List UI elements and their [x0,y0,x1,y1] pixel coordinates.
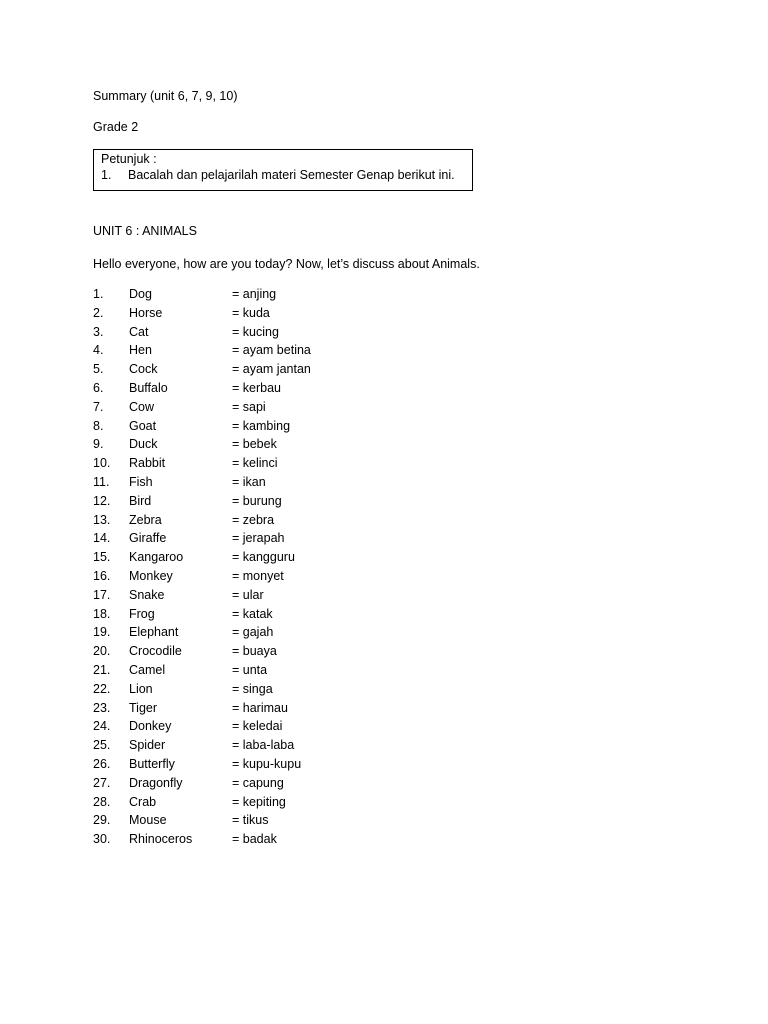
vocab-english-word: Crocodile [129,644,182,659]
vocab-english-word: Buffalo [129,380,168,395]
vocab-indonesian-translation: = zebra [232,512,275,527]
vocab-english-word: Giraffe [129,531,167,546]
vocab-english-word: Elephant [129,625,179,640]
vocab-indonesian-translation: = laba-laba [232,738,295,753]
list-item [93,323,413,342]
vocab-number: 18. [93,606,111,621]
vocab-number: 25. [93,738,111,753]
vocab-indonesian-translation: = jerapah [232,531,285,546]
vocab-number: 2. [93,305,104,320]
list-item [93,811,413,830]
list-item [93,642,413,661]
list-item [93,341,413,360]
vocab-english-word: Spider [129,738,166,753]
vocab-english-word: Cock [129,362,158,377]
vocab-number: 10. [93,456,111,471]
list-item [93,793,413,812]
vocab-indonesian-translation: = buaya [232,644,277,659]
vocab-english-word: Lion [129,681,153,696]
vocab-indonesian-translation: = kupu-kupu [232,756,302,771]
vocab-number: 1. [93,287,104,301]
vocab-english-word: Dragonfly [129,775,183,790]
document-title: Summary (unit 6, 7, 9, 10) [93,89,238,103]
vocab-english-word: Cow [129,399,155,414]
vocab-number: 15. [93,550,111,565]
unit-heading: UNIT 6 : ANIMALS [93,224,197,238]
vocab-indonesian-translation: = bebek [232,437,277,452]
grade-label: Grade 2 [93,120,139,134]
list-item [93,473,413,492]
vocab-english-word: Camel [129,662,166,677]
list-item [93,435,413,454]
list-item [93,774,413,793]
list-item [93,360,413,379]
vocab-indonesian-translation: = kerbau [232,380,281,395]
vocab-number: 28. [93,794,111,809]
vocab-english-word: Hen [129,343,152,358]
vocabulary-list [93,285,413,849]
vocab-number: 21. [93,662,111,677]
vocab-english-word: Cat [129,324,149,339]
list-item [93,605,413,624]
vocab-english-word: Duck [129,437,158,452]
vocab-english-word: Snake [129,587,165,602]
list-item [93,830,413,849]
instruction-text: Bacalah dan pelajarilah materi Semester Genap berikut ini. [128,168,455,182]
vocab-number: 30. [93,832,111,847]
vocab-english-word: Rhinoceros [129,832,193,847]
vocab-indonesian-translation: = badak [232,832,277,847]
vocab-indonesian-translation: = ular [232,587,264,602]
vocab-english-word: Horse [129,305,163,320]
vocab-number: 17. [93,587,111,602]
instruction-box [93,149,473,191]
vocab-english-word: Rabbit [129,456,166,471]
vocab-indonesian-translation: = ayam jantan [232,362,311,377]
vocab-number: 8. [93,418,104,433]
vocab-number: 14. [93,531,111,546]
vocab-indonesian-translation: = capung [232,775,284,790]
instruction-number: 1. [101,168,112,182]
vocab-number: 9. [93,437,104,452]
vocab-number: 29. [93,813,111,828]
unit-intro: Hello everyone, how are you today? Now, let’s discuss about Animals. [93,257,480,271]
vocab-number: 22. [93,681,111,696]
vocab-number: 3. [93,324,104,339]
list-item [93,661,413,680]
vocab-number: 19. [93,625,111,640]
vocab-indonesian-translation: = gajah [232,625,274,640]
vocab-indonesian-translation: = kangguru [232,550,295,565]
vocab-indonesian-translation: = katak [232,606,273,621]
list-item [93,755,413,774]
vocab-english-word: Mouse [129,813,167,828]
vocab-indonesian-translation: = ikan [232,474,266,489]
vocab-indonesian-translation: = anjing [232,287,277,301]
list-item [93,285,413,304]
vocab-number: 12. [93,493,111,508]
list-item [93,417,413,436]
list-item [93,511,413,530]
vocab-english-word: Crab [129,794,157,809]
vocab-indonesian-translation: = kepiting [232,794,286,809]
list-item [93,717,413,736]
vocab-english-word: Fish [129,474,153,489]
vocab-number: 16. [93,568,111,583]
list-item [93,454,413,473]
vocab-english-word: Monkey [129,568,173,583]
vocab-number: 7. [93,399,104,414]
list-item [93,567,413,586]
vocab-indonesian-translation: = singa [232,681,273,696]
list-item [93,680,413,699]
list-item [93,699,413,718]
list-item [93,304,413,323]
vocab-english-word: Goat [129,418,157,433]
vocab-english-word: Frog [129,606,155,621]
vocab-indonesian-translation: = monyet [232,568,284,583]
vocab-number: 24. [93,719,111,734]
list-item [93,398,413,417]
vocab-english-word: Kangaroo [129,550,184,565]
vocab-indonesian-translation: = kuda [232,305,270,320]
vocab-english-word: Dog [129,287,152,301]
vocab-number: 4. [93,343,104,358]
list-item [93,548,413,567]
list-item [93,492,413,511]
list-item [93,623,413,642]
vocab-english-word: Butterfly [129,756,175,771]
vocab-number: 6. [93,380,104,395]
vocab-english-word: Donkey [129,719,172,734]
vocab-indonesian-translation: = unta [232,662,268,677]
vocab-indonesian-translation: = burung [232,493,282,508]
instruction-heading: Petunjuk : [101,152,157,166]
vocab-indonesian-translation: = sapi [232,399,266,414]
vocab-english-word: Zebra [129,512,162,527]
vocab-number: 13. [93,512,111,527]
vocab-indonesian-translation: = harimau [232,700,288,715]
vocab-indonesian-translation: = kelinci [232,456,278,471]
vocab-number: 27. [93,775,111,790]
vocab-indonesian-translation: = kucing [232,324,279,339]
vocab-number: 5. [93,362,104,377]
list-item [93,586,413,605]
list-item [93,529,413,548]
vocab-number: 26. [93,756,111,771]
vocab-english-word: Tiger [129,700,158,715]
vocab-number: 11. [93,474,110,489]
vocab-english-word: Bird [129,493,152,508]
vocab-number: 23. [93,700,111,715]
vocab-indonesian-translation: = keledai [232,719,283,734]
vocab-indonesian-translation: = kambing [232,418,291,433]
vocab-indonesian-translation: = tikus [232,813,269,828]
vocab-number: 20. [93,644,111,659]
list-item [93,736,413,755]
vocab-indonesian-translation: = ayam betina [232,343,311,358]
list-item [93,379,413,398]
